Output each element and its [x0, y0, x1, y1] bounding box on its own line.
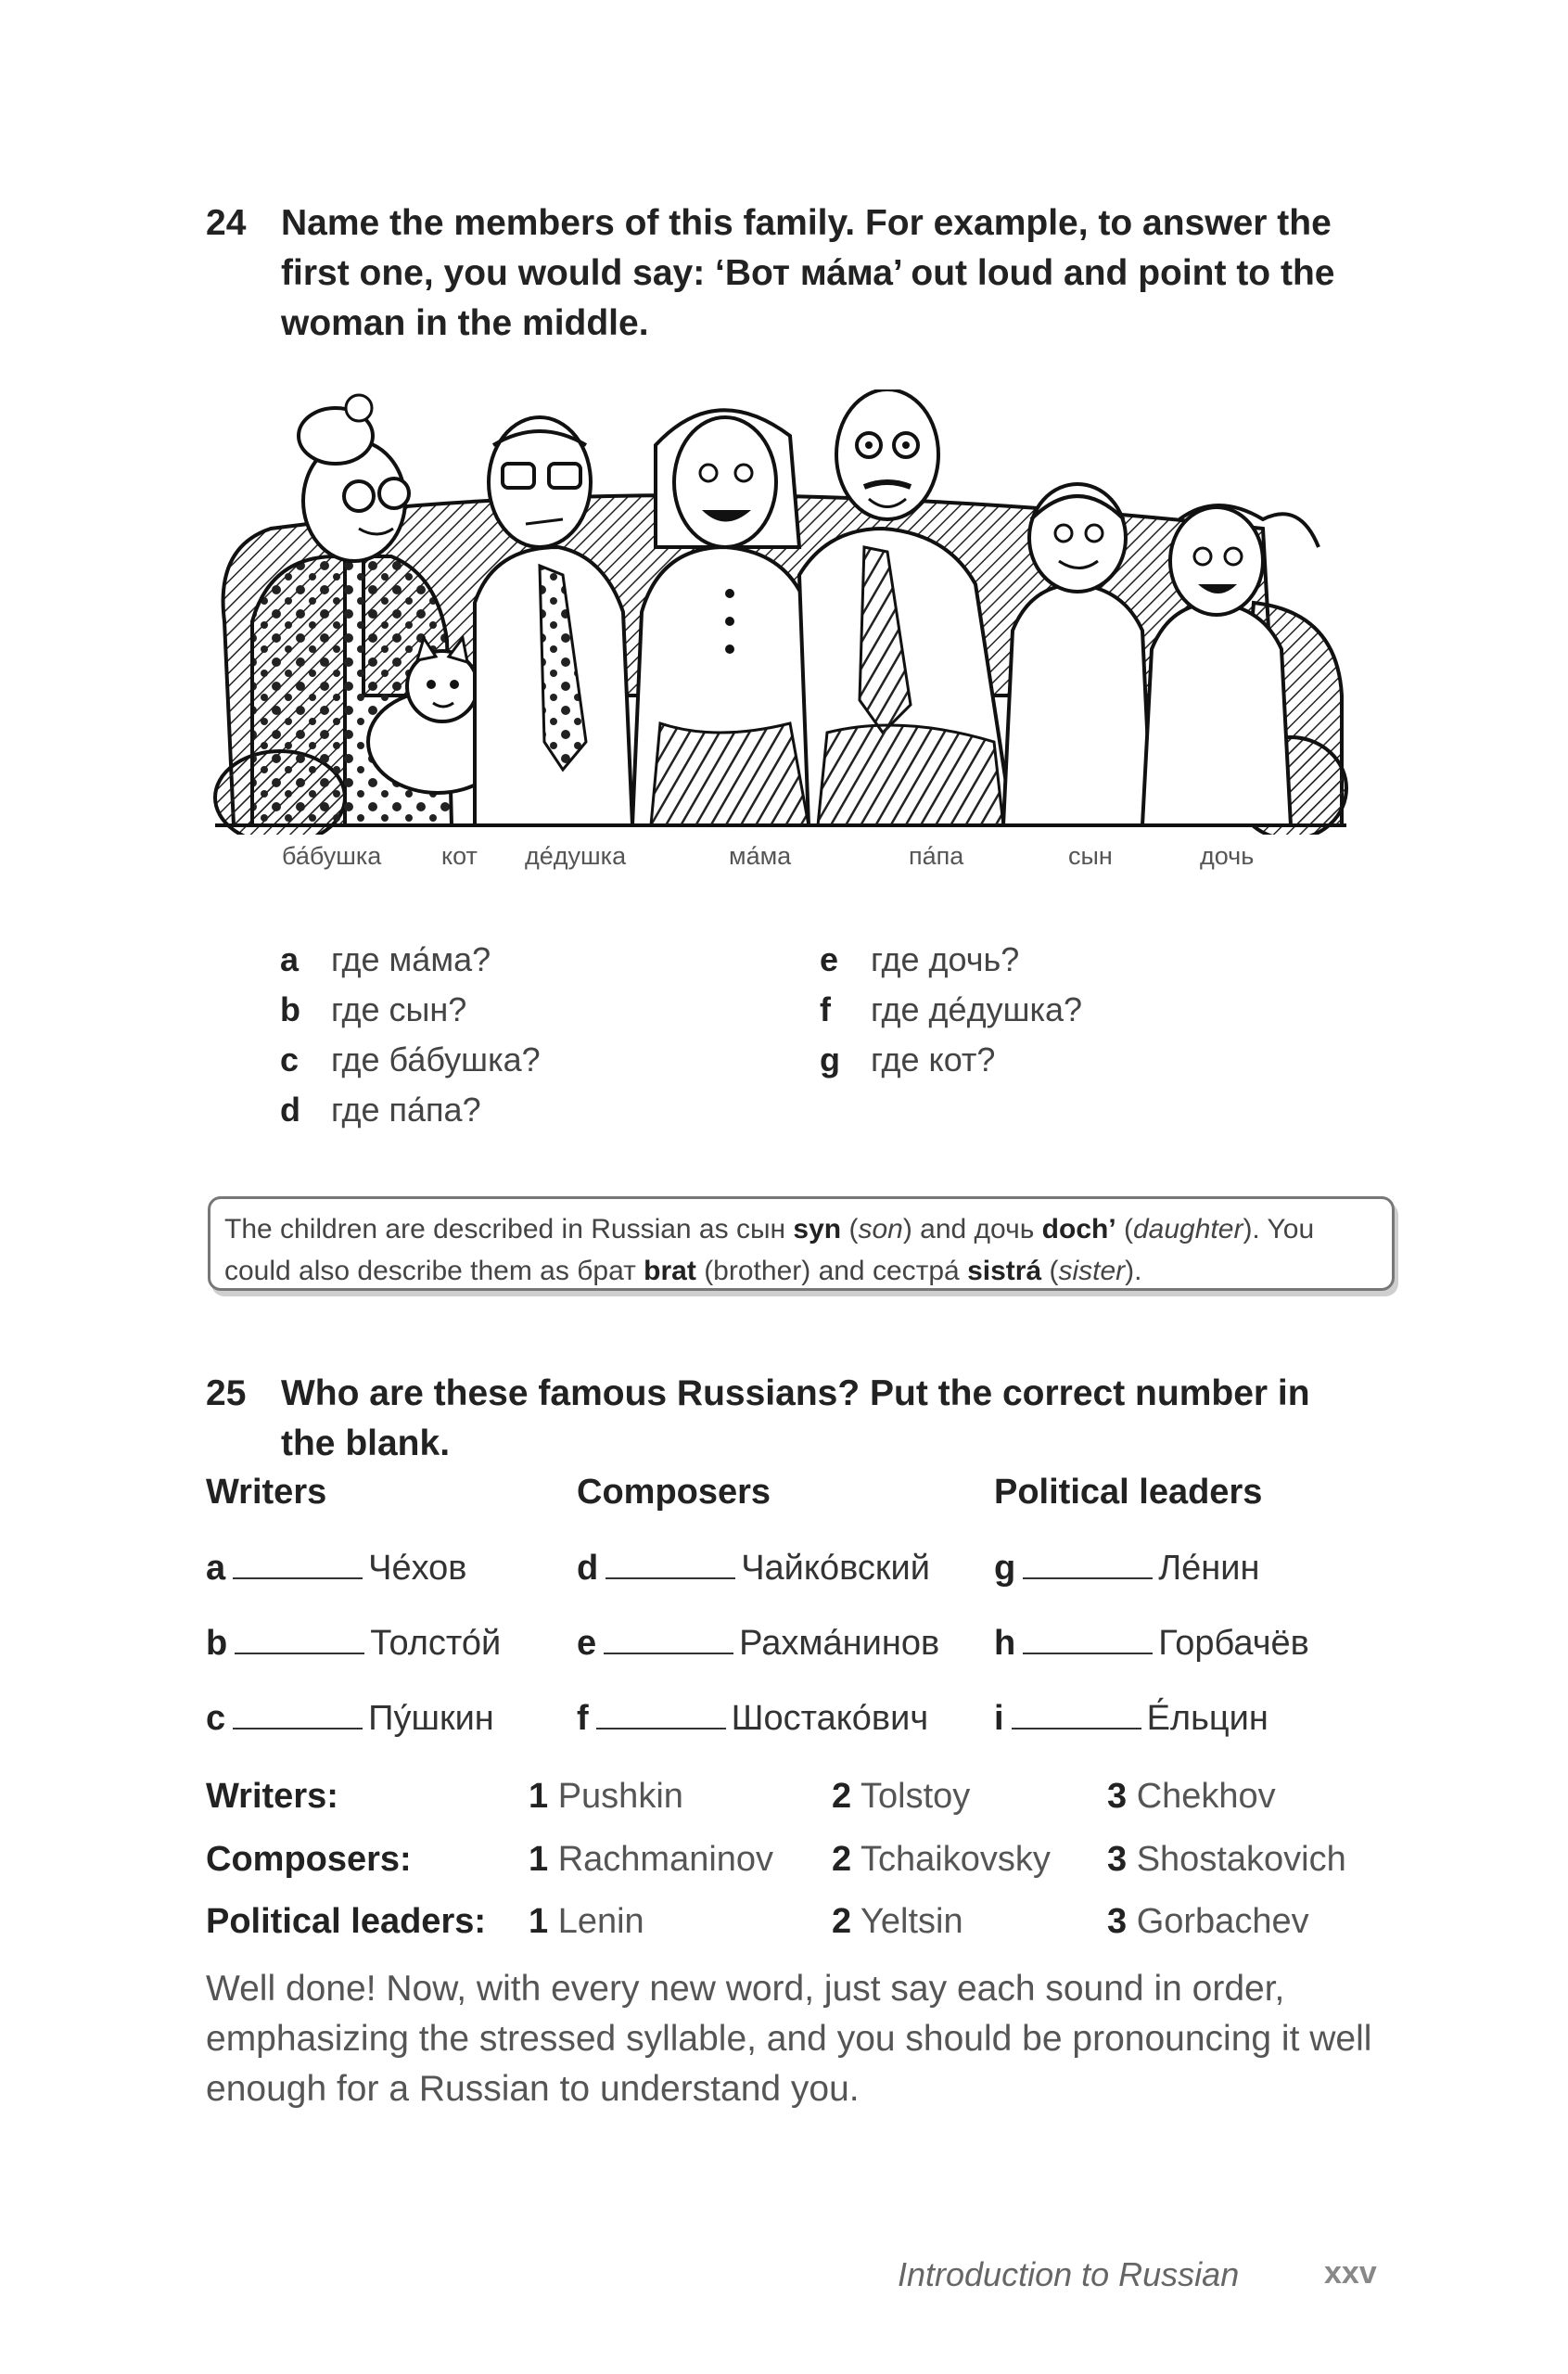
page-number: xxv	[1324, 2255, 1377, 2291]
answer-number: 3	[1107, 1840, 1128, 1879]
person-name: Шостако́вич	[731, 1699, 929, 1738]
item-text: где де́душка?	[871, 990, 1083, 1028]
answer-option	[1107, 1902, 1309, 1942]
answer-number: 1	[529, 1777, 549, 1816]
item-letter: b	[206, 1624, 228, 1663]
answer-number: 2	[832, 1777, 852, 1816]
item-letter: d	[577, 1549, 599, 1588]
answer-number: 2	[832, 1840, 852, 1879]
note-text: (	[1115, 1214, 1133, 1244]
blank-item-b	[206, 1624, 501, 1664]
question-number: 25	[206, 1373, 247, 1413]
item-letter: h	[994, 1624, 1016, 1663]
footer-title: Introduction to Russian	[898, 2255, 1240, 2293]
question-number: 24	[206, 203, 247, 243]
answer-name: Tchaikovsky	[860, 1840, 1051, 1879]
question-item-b	[280, 985, 466, 1035]
answer-blank	[604, 1627, 733, 1654]
question-item-c	[280, 1035, 541, 1085]
item-letter: g	[820, 1040, 840, 1079]
person-name: Ле́нин	[1158, 1549, 1260, 1588]
answer-number: 1	[529, 1902, 549, 1941]
item-text: где ма́ма?	[331, 940, 491, 978]
item-letter: a	[280, 940, 300, 978]
caption-son: сын	[1068, 842, 1113, 870]
item-letter: c	[206, 1699, 226, 1738]
family-illustration	[197, 389, 1356, 835]
item-letter: b	[280, 990, 300, 1028]
blank-item-g	[994, 1549, 1260, 1589]
caption-mother: ма́ма	[729, 842, 792, 870]
answer-blank	[596, 1702, 726, 1729]
question-item-f	[820, 985, 1082, 1035]
item-text: где сын?	[331, 990, 467, 1028]
person-name: Е́льцин	[1146, 1699, 1268, 1738]
closing-paragraph: Well done! Now, with every new word, just say each sound in order, emphasizing the stressed syllable, and you should be pronouncing it well enough for a Russian to understand you.	[206, 1969, 1372, 2109]
caption-daughter: дочь	[1200, 842, 1255, 870]
answer-label-political: Political leaders:	[206, 1902, 487, 1941]
question-item-g	[820, 1035, 995, 1085]
item-letter: d	[280, 1091, 300, 1129]
answer-blank	[233, 1702, 363, 1729]
item-letter: e	[820, 940, 839, 978]
question-prompt: Name the members of this family. For example, to answer the first one, you would say: ‘Вот ма́ма’ out loud and point to the woman in the middle.	[281, 203, 1335, 343]
father-figure	[799, 389, 1013, 825]
item-letter: i	[994, 1699, 1004, 1738]
question-25-heading	[206, 1369, 1365, 1469]
answer-name: Shostakovich	[1136, 1840, 1346, 1879]
note-italic: son	[858, 1214, 903, 1244]
answer-name: Chekhov	[1136, 1777, 1276, 1816]
answer-blank	[1023, 1551, 1153, 1579]
item-text: где дочь?	[871, 940, 1020, 978]
column-header-composers: Composers	[577, 1473, 771, 1512]
item-letter: g	[994, 1549, 1016, 1588]
answer-option	[1107, 1840, 1346, 1880]
blank-item-e	[577, 1624, 939, 1664]
answer-number: 3	[1107, 1902, 1128, 1941]
note-italic: daughter	[1133, 1214, 1243, 1244]
note-box	[208, 1196, 1395, 1291]
answer-option	[1107, 1777, 1276, 1817]
item-text: где па́па?	[331, 1091, 481, 1129]
answer-name: Lenin	[557, 1902, 644, 1941]
answer-number: 3	[1107, 1777, 1128, 1816]
mother-figure	[632, 410, 827, 825]
caption-cat: кот	[441, 842, 478, 870]
column-header-writers: Writers	[206, 1473, 327, 1512]
person-name: Пу́шкин	[368, 1699, 494, 1738]
blank-item-f	[577, 1699, 928, 1739]
note-text: ). You could also describe them as брат	[224, 1214, 1315, 1286]
answer-name: Yeltsin	[860, 1902, 963, 1941]
grandfather-figure	[475, 417, 632, 825]
note-bold: sistrá	[967, 1256, 1042, 1286]
note-text: ) and дочь	[902, 1214, 1042, 1244]
answer-option	[832, 1902, 963, 1942]
item-text: где ба́бушка?	[331, 1040, 541, 1079]
blank-item-a	[206, 1549, 467, 1589]
note-text: ).	[1125, 1256, 1142, 1286]
blank-item-d	[577, 1549, 930, 1589]
answer-name: Gorbachev	[1136, 1902, 1309, 1941]
note-bold: syn	[793, 1214, 842, 1244]
note-text: (brother) and сестра́	[695, 1256, 968, 1286]
person-name: Горбачёв	[1158, 1624, 1309, 1663]
question-prompt: Who are these famous Russians? Put the correct number in the blank.	[281, 1373, 1310, 1463]
caption-father: па́па	[909, 842, 964, 870]
answer-label-writers: Writers:	[206, 1777, 338, 1816]
note-text: (	[1041, 1256, 1059, 1286]
item-text: где кот?	[871, 1040, 996, 1079]
note-bold: brat	[644, 1256, 696, 1286]
item-letter: f	[820, 990, 831, 1028]
answer-blank	[606, 1551, 735, 1579]
person-name: Че́хов	[368, 1549, 467, 1588]
answer-number: 2	[832, 1902, 852, 1941]
blank-item-h	[994, 1624, 1309, 1664]
question-24-heading	[206, 198, 1365, 349]
blank-item-c	[206, 1699, 494, 1739]
item-letter: c	[280, 1040, 300, 1079]
answer-name: Rachmaninov	[557, 1840, 774, 1879]
note-text: The children are described in Russian as сын	[224, 1214, 794, 1244]
answer-option	[529, 1902, 644, 1942]
item-letter: a	[206, 1549, 226, 1588]
answer-name: Pushkin	[557, 1777, 683, 1816]
blank-item-i	[994, 1699, 1268, 1739]
caption-grandfather: де́душка	[525, 842, 627, 870]
answer-name: Tolstoy	[860, 1777, 971, 1816]
answer-option	[832, 1840, 1051, 1880]
note-text: (	[841, 1214, 859, 1244]
answer-blank	[1023, 1627, 1153, 1654]
question-item-d	[280, 1085, 481, 1135]
note-bold: doch’	[1041, 1214, 1116, 1244]
answer-blank	[235, 1627, 364, 1654]
answer-option	[529, 1840, 773, 1880]
answer-label-composers: Composers:	[206, 1840, 412, 1879]
answer-option	[832, 1777, 970, 1817]
answer-option	[529, 1777, 683, 1817]
answer-blank	[1012, 1702, 1141, 1729]
item-letter: e	[577, 1624, 597, 1663]
question-item-e	[820, 935, 1019, 985]
person-name: Толсто́й	[370, 1624, 502, 1663]
note-italic: sister	[1058, 1256, 1126, 1286]
person-name: Рахма́нинов	[739, 1624, 940, 1663]
item-letter: f	[577, 1699, 589, 1738]
person-name: Чайко́вский	[741, 1549, 930, 1588]
caption-grandmother: ба́бушка	[282, 842, 382, 870]
answer-blank	[233, 1551, 363, 1579]
column-header-political: Political leaders	[994, 1473, 1263, 1512]
answer-number: 1	[529, 1840, 549, 1879]
question-item-a	[280, 935, 491, 985]
